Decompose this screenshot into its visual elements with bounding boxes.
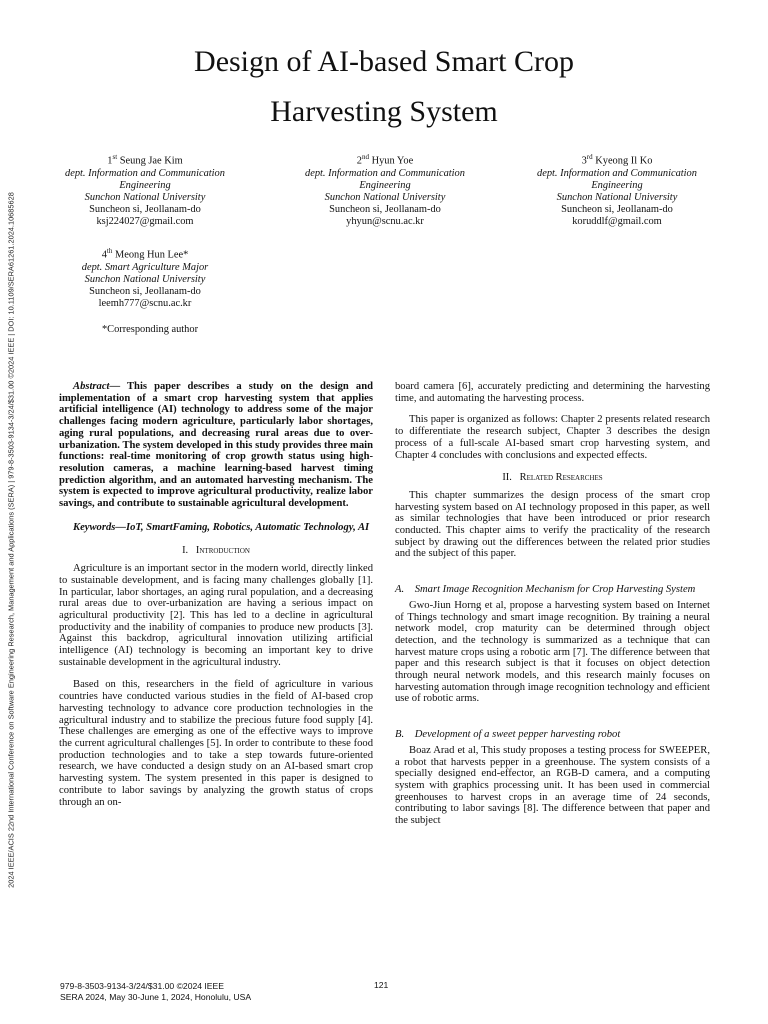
author-city: Suncheon si, Jeollanam-do <box>89 286 201 298</box>
footer-conference: SERA 2024, May 30-June 1, 2024, Honolulu, USA <box>60 992 252 1002</box>
author-email: ksj224027@gmail.com <box>96 216 194 228</box>
footer <box>60 981 251 1003</box>
abstract: Abstract— This paper describes a study on the design and implementation of a smart crop harvesting system that applies artificial intelligence (AI) technology to address some of the major challenges facing modern agriculture, particularly labor shortages, aging rural populations, and decreasing rural areas due to over-urbanization. The system developed in this study provides three main functions: real-time monitoring of crop growth status using high-resolution cameras, a machine learning-based harvest timing prediction algorithm, and an automated harvesting mechanism. The system is expected to improve agricultural productivity, realize labor savings, and contribute to sustainable agricultural development. <box>59 381 373 510</box>
author-city: Suncheon si, Jeollanam-do <box>561 204 673 216</box>
left-column <box>59 381 373 808</box>
author-name: 4th Meong Hun Lee* <box>101 247 189 261</box>
page-number: 121 <box>374 980 389 990</box>
author-email: koruddlf@gmail.com <box>572 216 662 228</box>
author-univ: Sunchon National University <box>84 192 206 204</box>
author-dept: dept. Smart Agriculture Major <box>81 261 209 273</box>
section-heading-related-researches: II. Related Researches <box>502 472 603 484</box>
section-heading-introduction: I. Introduction <box>182 545 250 557</box>
right-column <box>395 381 710 827</box>
subsection-heading-b: B. Development of a sweet pepper harvesting robot <box>395 729 621 741</box>
footer-isbn: 979-8-3503-9134-3/24/$31.00 ©2024 IEEE <box>60 981 225 991</box>
author-city: Suncheon si, Jeollanam-do <box>89 204 201 216</box>
author-block-4 <box>40 245 250 310</box>
author-univ: Sunchon National University <box>84 273 206 285</box>
paragraph: This chapter summarizes the design process of the smart crop harvesting system based on AI technology proposed in this paper, as well as similar technologies that have been introduced or prior research conducted. This chapter aims to verify the practicality of the research subject by drawing out the differences between the related prior studies and the subject of this paper. <box>395 489 710 560</box>
side-doi-strip <box>4 125 18 955</box>
paragraph: Gwo-Jiun Horng et al, propose a harvesting system based on Internet of Things technology and smart image recognition. By training a neural network model, crop maturity can be determined through object detection, and the technology is summarized as a technique that can harvest mature crops using a robotic arm [7]. The difference between that paper and this research subject is that it focuses on object detection through neural network models, and this research mainly focuses on harvesting automation through image recognition technology and efficient use of robotic arms. <box>395 599 710 705</box>
author-email: leemh777@scnu.ac.kr <box>98 298 192 310</box>
paragraph: board camera [6], accurately predicting and determining the harvesting time, and automating the harvesting process. <box>395 381 710 404</box>
author-block-3 <box>512 151 722 229</box>
author-name: 2nd Hyun Yoe <box>356 153 414 167</box>
author-univ: Sunchon National University <box>556 192 678 204</box>
corresponding-note: *Corresponding author <box>101 324 199 335</box>
side-doi-text: 2024 IEEE/ACIS 22nd International Conference on Software Engineering Research, Management and Applications (SERA) | 979-8-3503-9134-3/24/$31.00 ©2024 IEEE | DOI: 10.1109/SERA61261.2024.10685628 <box>6 192 16 888</box>
author-dept: dept. Information and Communication Engineering <box>65 167 225 191</box>
author-block-2 <box>280 151 490 229</box>
paragraph: Boaz Arad et al, This study proposes a testing process for SWEEPER, a robot that harvests pepper in a greenhouse. The system consists of a specially designed end-effector, an RGB-D camera, and a computing system with graphics processing unit. It has been used in commercial greenhouses to harvest crops in an average time of 24 seconds, contributing to labor savings [8]. The difference between that paper and the subject <box>395 744 710 827</box>
author-email: yhyun@scnu.ac.kr <box>346 216 424 228</box>
author-block-1 <box>40 151 250 229</box>
author-univ: Sunchon National University <box>324 192 446 204</box>
author-name: 1st Seung Jae Kim <box>107 153 183 167</box>
paper-title-line2: Harvesting System <box>270 95 498 128</box>
paragraph: Agriculture is an important sector in the modern world, directly linked to sustainable development, and is facing many challenges globally [1]. In particular, labor shortages, an aging rural population, and a decreasing rural areas due to over-urbanization are having a serious impact on agricultural productivity [2]. This has led to a decline in agricultural productivity and the inability of companies to produce new products [3]. Against this backdrop, agricultural innovation utilizing artificial intelligence (AI) technology is becoming an important key to drive sustainable development in the agricultural industry. <box>59 563 373 668</box>
paragraph: This paper is organized as follows: Chapter 2 presents related research to differentiate the research subject, Chapter 3 describes the design process of a full-scale AI-based smart crop harvesting system, and Chapter 4 concludes with conclusions and expected effects. <box>395 414 710 461</box>
author-dept: dept. Information and Communication Engineering <box>537 167 697 191</box>
author-city: Suncheon si, Jeollanam-do <box>329 204 441 216</box>
author-name: 3rd Kyeong Il Ko <box>581 153 653 167</box>
paragraph: Based on this, researchers in the field of agriculture in various countries have conducted various studies in the field of AI-based crop harvesting technology to advance core production technologies in the agricultural industry and to stabilize the precious future food supply [4]. These challenges are emerging as one of the effective ways to improve the current agricultural challenges [5]. In order to contribute to these food production technologies and to take a step towards future-oriented research, we have conducted a design study on an AI-based smart crop harvesting system. The system presented in this paper is designed to contribute to labor savings by analyzing the growth status of crops through an on- <box>59 679 373 808</box>
author-dept: dept. Information and Communication Engineering <box>305 167 465 191</box>
subsection-heading-a: A. Smart Image Recognition Mechanism for Crop Harvesting System <box>395 584 696 596</box>
paper-title-line1: Design of AI-based Smart Crop <box>194 45 574 78</box>
keywords: Keywords—IoT, SmartFaming, Robotics, Automatic Technology, AI <box>73 521 370 533</box>
